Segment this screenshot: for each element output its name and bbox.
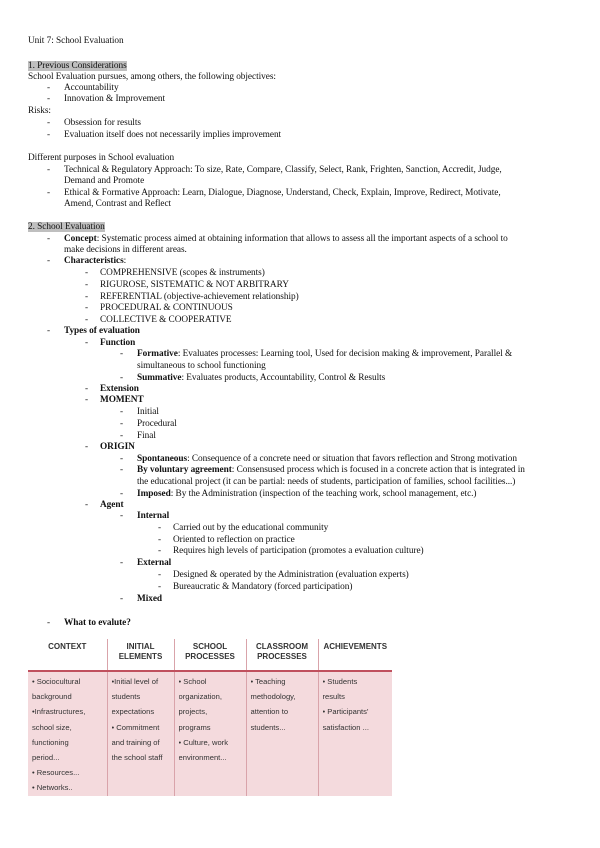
- formative-line-cont: simultaneous to school functioning: [137, 361, 266, 371]
- types-label: Types of evaluation: [64, 326, 140, 336]
- summative-line: Summative: Evaluates products, Accountability, Control & Results: [137, 373, 386, 383]
- table-header-row: [28, 639, 392, 671]
- table-cell-initial-elements: •Initial level of students expectations • Commitment and training of the school staff: [107, 671, 174, 796]
- internal-item: Carried out by the educational community: [173, 523, 329, 533]
- moment-item: Procedural: [137, 419, 177, 429]
- mixed-label: Mixed: [137, 594, 163, 604]
- purpose-ethical: Ethical & Formative Approach: Learn, Dialogue, Diagnose, Understand, Check, Explain, Improve, Redirect, Motivate,: [64, 188, 501, 198]
- table-cell-school-processes: • School organization, projects, programs • Culture, work environment...: [174, 671, 246, 796]
- characteristic-item: COMPREHENSIVE (scopes & instruments): [100, 268, 265, 278]
- table-header-cell: SCHOOL PROCESSES: [174, 639, 246, 671]
- purpose-technical-cont: Demand and Promote: [64, 176, 145, 186]
- table-row: [28, 671, 392, 796]
- imposed-line: Imposed: By the Administration (inspection of the teaching work, school management, etc.): [137, 489, 477, 499]
- table-header-cell: ACHIEVEMENTS: [318, 639, 392, 671]
- characteristics-label: Characteristics:: [64, 256, 127, 266]
- purpose-technical: Technical & Regulatory Approach: To size, Rate, Compare, Classify, Select, Rank, Frighten, Sanction, Accredit, Judge,: [64, 165, 502, 175]
- external-item: Designed & operated by the Administration (evaluation experts): [173, 570, 409, 580]
- section-1-intro: School Evaluation pursues, among others, the following objectives:: [28, 72, 276, 82]
- extension-label: Extension: [100, 384, 139, 394]
- internal-item: Requires high levels of participation (promotes a evaluation culture): [173, 546, 424, 556]
- characteristic-item: COLLECTIVE & COOPERATIVE: [100, 315, 232, 325]
- section-1-heading: 1. Previous Considerations: [28, 61, 127, 71]
- concept-line: Concept: Systematic process aimed at obtaining information that allows to assess all the important aspects of a school to: [64, 234, 508, 244]
- section-2-heading: 2. School Evaluation: [28, 222, 105, 232]
- table-cell-classroom-processes: • Teaching methodology, attention to students...: [246, 671, 318, 796]
- what-to-evaluate-label: What to evalute?: [64, 618, 131, 628]
- characteristic-item: PROCEDURAL & CONTINUOUS: [100, 303, 233, 313]
- table-cell-achievements: • Students results • Participants' satisfaction ...: [318, 671, 392, 796]
- moment-label: MOMENT: [100, 395, 144, 405]
- document-title: Unit 7: School Evaluation: [28, 36, 124, 46]
- table-cell-context: • Sociocultural background •Infrastructures, school size, functioning period... • Resources... • Networks..: [28, 671, 107, 796]
- concept-line-cont: make decisions in different areas.: [64, 245, 187, 255]
- objective-item: Accountability: [64, 83, 119, 93]
- objective-item: Innovation & Improvement: [64, 94, 166, 104]
- table-header-cell: CONTEXT: [28, 639, 107, 671]
- risks-label: Risks:: [28, 106, 51, 116]
- external-label: External: [137, 558, 172, 568]
- evaluation-areas-table: [28, 639, 392, 796]
- table-header-cell: INITIAL ELEMENTS: [107, 639, 174, 671]
- internal-item: Oriented to reflection on practice: [173, 535, 295, 545]
- formative-line: Formative: Evaluates processes: Learning tool, Used for decision making & improvement, Parallel &: [137, 349, 513, 359]
- purpose-ethical-cont: Amend, Contrast and Reflect: [64, 199, 172, 209]
- table-header-cell: CLASSROOM PROCESSES: [246, 639, 318, 671]
- spontaneous-line: Spontaneous: Consequence of a concrete need or situation that favors reflection and Strong motivation: [137, 454, 517, 464]
- agent-label: Agent: [100, 500, 124, 510]
- risk-item: Evaluation itself does not necessarily implies improvement: [64, 130, 282, 140]
- internal-label: Internal: [137, 511, 170, 521]
- moment-item: Initial: [137, 407, 159, 417]
- function-label: Function: [100, 338, 136, 348]
- characteristic-item: REFERENTIAL (objective-achievement relationship): [100, 292, 299, 302]
- characteristic-item: RIGUROSE, SISTEMATIC & NOT ARBITRARY: [100, 280, 289, 290]
- purposes-label: Different purposes in School evaluation: [28, 153, 175, 163]
- origin-label: ORIGIN: [100, 442, 135, 452]
- voluntary-line-cont: the educational project (it can be partial: needs of students, participation of families, school facilities...): [137, 477, 516, 487]
- risk-item: Obsession for results: [64, 118, 141, 128]
- external-item: Bureaucratic & Mandatory (forced participation): [173, 582, 353, 592]
- voluntary-line: By voluntary agreement: Consensused process which is focused in a concrete action that is integrated in: [137, 465, 525, 475]
- document-page: Unit 7: School Evaluation 1. Previous Considerations School Evaluation pursues, among others, the following objectives: - Accountability - Innovation & Improvement Risks: - Obsession for results - Evaluation itself does not necessarily implies improvement Different purposes in School evaluation - Technical & Regulatory Approach: To size, Rate, Compare, Classify, Select, Rank, Frighten, Sanction, Accredit, Judge, Demand and Promote - Ethical & Formative Approach: Learn, Dialogue, Diagnose, Understand, Check, Explain, Improve, Redirect, Motivate, Amend, Contrast and Reflect 2. School Evaluation - Concept: Systematic process aimed at obtaining information that allows to assess all the important aspects of a school to make decisions in different areas. - Characteristics: - COMPREHENSIVE (scopes & instruments) - RIGUROSE, SISTEMATIC & NOT ARBITRARY - REFERENTIAL (objective-achievement relationship) - PROCEDURAL & CONTINUOUS - COLLECTIVE & COOPERATIVE - Types of evaluation - Function - Formative: Evaluates processes: Learning tool, Used for decision making & improvement, Parallel & simultaneous to school functioning - Summative: Evaluates products, Accountability, Control & Results - Extension - MOMENT - Initial - Procedural - Final - ORIGIN - Spontaneous: Consequence of a concrete need or situation that favors reflection and Strong motivation - By voluntary agreement: Consensused process which is focused in a concrete action that is integrated in the educational project (it can be partial: needs of students, participation of families, school facilities...) - Imposed: By the Administration (inspection of the teaching work, school management, etc.) - Agent - Internal - Carried out by the educational community - Oriented to reflection on practice - Requires high levels of participation (promotes a evaluation culture) - External - Designed & operated by the Administration (evaluation experts) - Bureaucratic & Mandatory (forced participation) - Mixed - What to evalute? CONTEXT INITIAL ELEMENTS SCHOOL PROCESSES CLASSROOM PROCESSES ACHIEVEMENTS • Sociocultural background •Infrastructures, school size, functioning period... • Resources... • Networks.. •Initial level of students expectations • Commitment and training of the school staff • School organization, projects, programs • Culture, work environment... • Teaching methodology, attention to students... • Students results • Participants' satisfaction ...: [0, 0, 600, 848]
- moment-item: Final: [137, 431, 156, 441]
